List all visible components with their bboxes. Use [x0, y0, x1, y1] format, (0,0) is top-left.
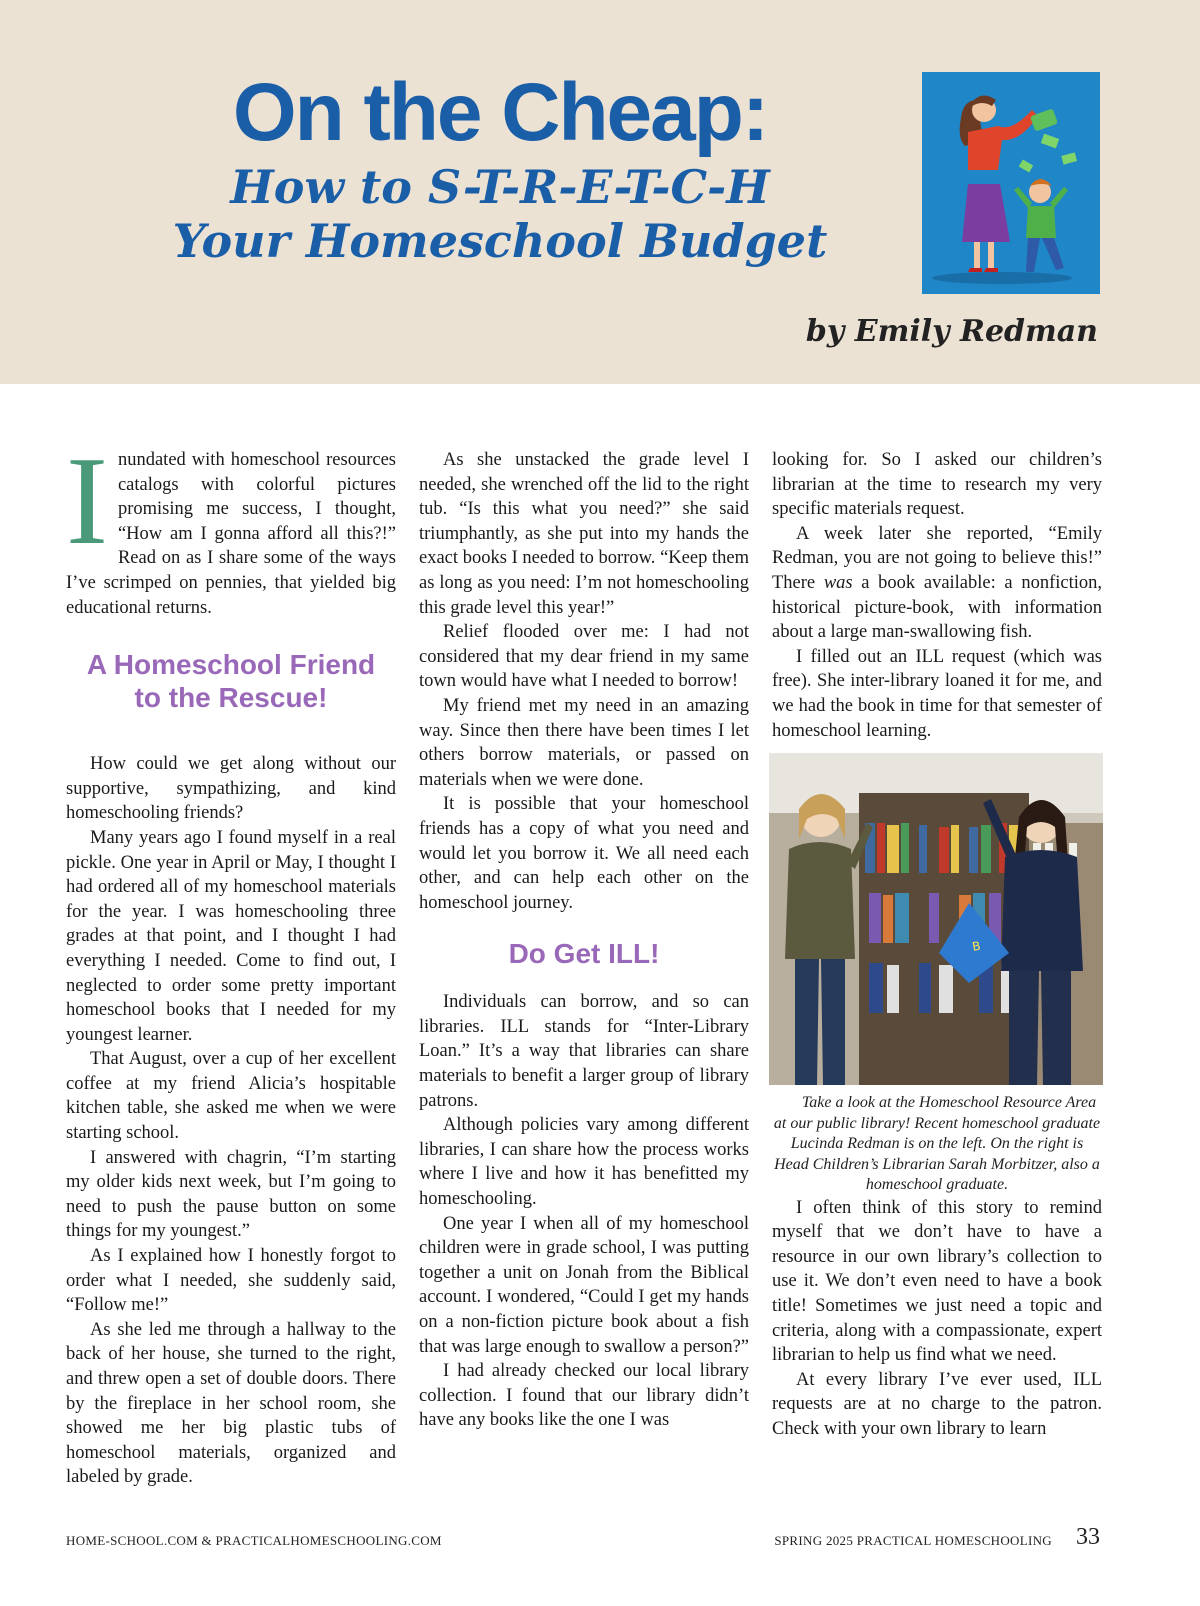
paragraph: I filled out an ILL request (which was free). She inter-library loaned it for me, and we had the book in time for that semester of homeschool learning.	[772, 646, 1102, 741]
footer-website: HOME-SCHOOL.COM & PRACTICALHOMESCHOOLING.COM	[66, 1533, 442, 1548]
column-2	[419, 448, 749, 1433]
paragraph: Individuals can borrow, and so can libraries. ILL stands for “Inter-Library Loan.” It’s a way that libraries can share materials to benefit a larger group of library patrons.	[419, 992, 749, 1111]
subtitle-line-1: How to S-T-R-E-T-C-H	[230, 160, 770, 214]
page-number: 33	[1076, 1524, 1100, 1550]
paragraph: I often think of this story to remind myself that we don’t have to have a resource in our own library’s collection to use it. We don’t even need to have a book title! Sometimes we just need a topic and criteria, along with a compassionate, expert librarian to help us find what we need.	[772, 1197, 1102, 1366]
paragraph: I had already checked our local library collection. I found that our library didn’t have any books like the one I was	[419, 1361, 749, 1431]
paragraph: One year I when all of my homeschool children were in grade school, I was putting together a unit on Jonah from the Biblical account. I wondered, “Could I get my hands on a non-fiction picture book about a fish that was large enough to swallow a person?”	[419, 1213, 749, 1357]
paragraph: looking for. So I asked our children’s librarian at the time to research my very specific materials request.	[772, 450, 1102, 520]
paragraph: Relief flooded over me: I had not considered that my dear friend in my same town would have what I needed to borrow!	[419, 622, 749, 692]
svg-text:B: B	[971, 938, 982, 955]
paragraph: At every library I’ve ever used, ILL requests are at no charge to the patron. Check with your own library to learn	[772, 1369, 1102, 1439]
paragraph: As I explained how I honestly forgot to order what I needed, she suddenly said, “Follow me!”	[66, 1246, 396, 1316]
paragraph: That August, over a cup of her excellent coffee at my friend Alicia’s hospitable kitchen table, she asked me when we were starting school.	[66, 1049, 396, 1144]
paragraph: Many years ago I found myself in a real pickle. One year in April or May, I thought I had ordered all of my homeschool materials for the year. I was homeschooling three grades at that point, and I thought I had everything I needed. Come to find out, I neglected to order some pretty important homeschool books that I needed for my youngest learner.	[66, 827, 396, 1045]
paragraph: I answered with chagrin, “I’m starting my older kids next week, but I’m going to need to push the pause button on some things for my youngest.”	[66, 1147, 396, 1242]
money-flying-illustration	[922, 72, 1100, 294]
paragraph: How could we get along without our supportive, sympathizing, and kind homeschooling friends?	[66, 754, 396, 824]
paragraph: My friend met my need in an amazing way. Since then there have been times I let others borrow materials, or passed on materials when we were done.	[419, 695, 749, 790]
paragraph: Although policies vary among different libraries, I can share how the process works where I live and how it has benefitted my homeschooling.	[419, 1115, 749, 1210]
byline: by Emily Redman	[805, 314, 1098, 349]
footer-issue: SPRING 2025 PRACTICAL HOMESCHOOLING	[774, 1533, 1052, 1548]
section-heading-friend: A Homeschool Friend to the Rescue!	[86, 649, 376, 714]
intro-paragraph: Inundated with homeschool resources catalogs with colorful pictures promising me success, I thought, “How am I gonna afford all this?!” Read on as I share some of the ways I’ve scrimped on pennies, that yielded big educational returns.	[66, 432, 396, 618]
library-shelves-photo	[769, 753, 1103, 1085]
paragraph: A week later she reported, “Emily Redman, you are not going to believe this!” There was a book available: a nonfiction, historical picture-book, with information about a large man-swallowing fish.	[772, 523, 1102, 643]
column-1	[66, 432, 396, 1490]
library-photo	[769, 753, 1103, 1085]
hero-illustration	[922, 72, 1100, 294]
subtitle-line-2: Your Homeschool Budget	[172, 214, 828, 268]
drop-cap: I	[66, 432, 108, 571]
column-3	[772, 448, 1102, 1442]
article-subtitle	[150, 160, 850, 268]
section-heading-ill: Do Get ILL!	[508, 938, 660, 970]
paragraph: As she led me through a hallway to the back of her house, she turned to the right, and threw open a set of double doors. There by the fireplace in her school room, she showed me her big plastic tubs of homeschool materials, organized and labeled by grade.	[66, 1319, 396, 1488]
paragraph: As she unstacked the grade level I needed, she wrenched off the lid to the right tub. “Is this what you need?” she said triumphantly, as she put into my hands the exact books I needed to borrow. “Keep them as long as you need: I’m not homeschooling this grade level this year!”	[419, 450, 749, 618]
paragraph: It is possible that your homeschool friends has a copy of what you need and would let you borrow it. We all need each other, and can help each other on the homeschool journey.	[419, 794, 749, 913]
photo-caption: Take a look at the Homeschool Resource Area at our public library! Recent homeschool graduate Lucinda Redman is on the left. On the right is Head Children’s Librarian Sarah Morbitzer, also a homeschool graduate.	[773, 1094, 1101, 1194]
article-title: On the Cheap:	[232, 67, 768, 158]
